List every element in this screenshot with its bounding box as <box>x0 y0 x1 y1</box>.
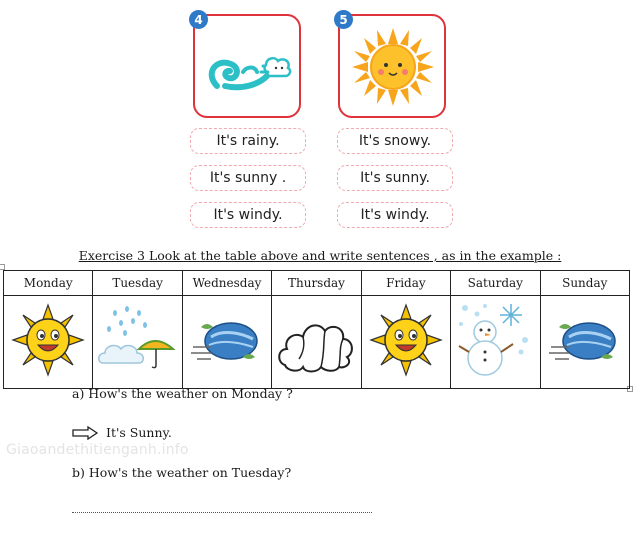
day-sunday: Sunday <box>540 271 629 296</box>
question-a: a) How's the weather on Monday ? <box>72 386 293 401</box>
option-its-snowy: It's snowy. <box>337 128 453 154</box>
windy-icon <box>203 24 293 110</box>
sunny-icon <box>348 24 438 110</box>
cloud-icon <box>275 305 357 375</box>
option-its-sunny: It's sunny. <box>337 165 453 191</box>
question-b: b) How's the weather on Tuesday? <box>72 465 292 480</box>
monday-weather-cell <box>4 296 93 389</box>
arrow-right-icon <box>72 426 98 440</box>
day-tuesday: Tuesday <box>93 271 182 296</box>
table-icon-row <box>4 296 630 389</box>
day-saturday: Saturday <box>451 271 540 296</box>
saturday-weather-cell <box>451 296 540 389</box>
weather-table <box>3 270 630 389</box>
option-its-sunny: It's sunny . <box>190 165 306 191</box>
watermark: Giaoandethitienganh.info <box>6 442 189 458</box>
friday-weather-cell <box>361 296 450 389</box>
rain-umbrella-icon <box>95 303 181 377</box>
sun-icon <box>11 303 85 377</box>
day-friday: Friday <box>361 271 450 296</box>
card-number-badge: 4 <box>189 10 208 29</box>
answer-a-text: It's Sunny. <box>106 425 172 440</box>
card-number-badge: 5 <box>334 10 353 29</box>
thursday-weather-cell <box>272 296 361 389</box>
picture-card-5 <box>338 14 446 118</box>
answer-a <box>72 425 172 440</box>
day-monday: Monday <box>4 271 93 296</box>
wind-icon <box>545 305 625 375</box>
snowman-icon <box>455 300 535 380</box>
answer-blank-line[interactable] <box>72 502 372 513</box>
option-its-rainy: It's rainy. <box>190 128 306 154</box>
day-thursday: Thursday <box>272 271 361 296</box>
sunday-weather-cell <box>540 296 629 389</box>
tuesday-weather-cell <box>93 296 182 389</box>
option-its-windy: It's windy. <box>337 202 453 228</box>
table-header-row <box>4 271 630 296</box>
picture-card-4 <box>193 14 301 118</box>
exercise-title: Exercise 3 Look at the table above and write sentences , as in the example : <box>78 248 562 263</box>
day-wednesday: Wednesday <box>182 271 271 296</box>
option-its-windy: It's windy. <box>190 202 306 228</box>
sun-icon <box>369 303 443 377</box>
wind-icon <box>187 305 267 375</box>
wednesday-weather-cell <box>182 296 271 389</box>
